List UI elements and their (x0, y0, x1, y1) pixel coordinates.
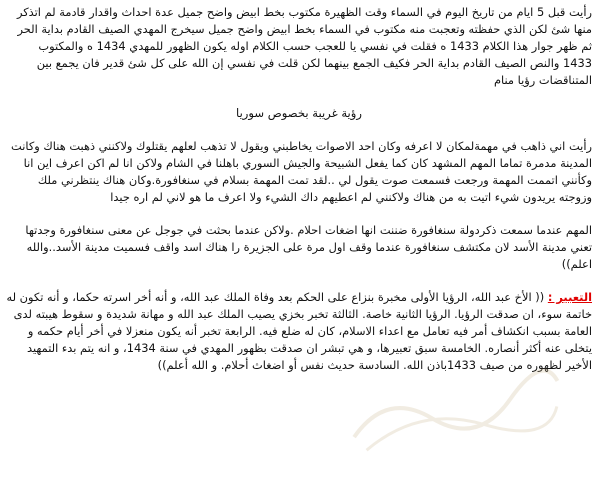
spacer (6, 206, 592, 222)
interpretation-label: التعبير : (547, 290, 592, 304)
spacer (6, 122, 592, 138)
dream-paragraph-1: رأيت قبل 5 ايام من تاريخ اليوم في السماء وقت الظهيرة مكتوب بخط ابيض واضح جميل عدة احداث واقدار قادمة لم اتذكر منها شئ لكن الذي حفظته وتعجبت منه مكتوب في السماء بخط ابيض واضح جميل سيخرج المهدي الصيف القادم بداية الحر ثم ظهر جوار هذا الكلام 1433 ه فقلت في نفسي يا للعجب حسب الكلام اوله يكون الظهور للمهدي 1434 ه والمكتوب 1433 والنص الصيف القادم بداية الحر فكيف الجمع بينهما لكن قلت في نفسي إن الله على كل شئ قدير فان يجمع بين المتناقضات رؤيا منام (16, 5, 592, 87)
document-body (6, 4, 592, 374)
interpretation-text: (( الأخ عبد الله، الرؤيا الأولى مخبرة بنزاع على الحكم بعد وفاة الملك عبد الله، و أنه أخر اسرته حكما، و أنه تكون له خاتمة سوء، ان صدقت الرؤيا. الرؤيا الثانية خاصة. الثالثة تخبر بخزي يصيب الملك عبد الله و مهانة شديدة و سقوط هيبته لدى العامة بسبب انكشاف أمر فيه تعامل مع اعداء الاسلام، كان له ضلع فيه. الرابعة تخبر أنه يكون منعزلا في أخر أيام حكمه و يتخلى عنه أكثر أنصاره. الخامسة سبق تعبيرها، و هي تبشر ان صدقت بظهور المهدي في سنة 1434، و انه يتم بدء التمهيد الأخير لظهوره من صيف 1433باذن الله. السادسة حديث نفس أو اضغاث أحلام. و الله أعلم)) (6, 290, 592, 372)
dream-paragraph-3: المهم عندما سمعت ذكردولة سنغافورة ضننت انها اضغات احلام .ولاكن عندما بحثت في جوجل عن معنى سنغافورة وجدتها تعني مدينة الأسد لان مكتشف سنغافورة عندما وقف اول مرة على الجزيرة را هناك اسد واقف فسميت مدينة الأسد..والله اعلم)) (25, 223, 592, 271)
section-heading: رؤية غريبة بخصوص سوريا (236, 106, 362, 120)
dream-paragraph-2: رأيت اني ذاهب في مهمةلمكان لا اعرفه وكان احد الاصوات يخاطبني ويقول لا تذهب لعلهم يقتلوك ولاكنني ذهبت هناك وكانت المدينة مدمرة تماما المهم المشهد كان كما يفعل الشبيحة والجيش السوري باهلنا في الشام ولاكن انا لم اكن اعرف اين انا وكأنني اتممت المهمة ورجعت فسمعت صوت يقول لي ..لقد تمت المهمة بسلام في سنغافورة.وكان هناك ينتظرني ملك وزوجته يريدون شيء اتيت به من هناك ولاكنني لم اعطيهم داك الشيء ولا اعرف ما هو لاني لم اره جيدا (11, 139, 592, 204)
spacer (6, 273, 592, 289)
spacer (6, 89, 592, 105)
interpretation-paragraph (6, 289, 592, 374)
